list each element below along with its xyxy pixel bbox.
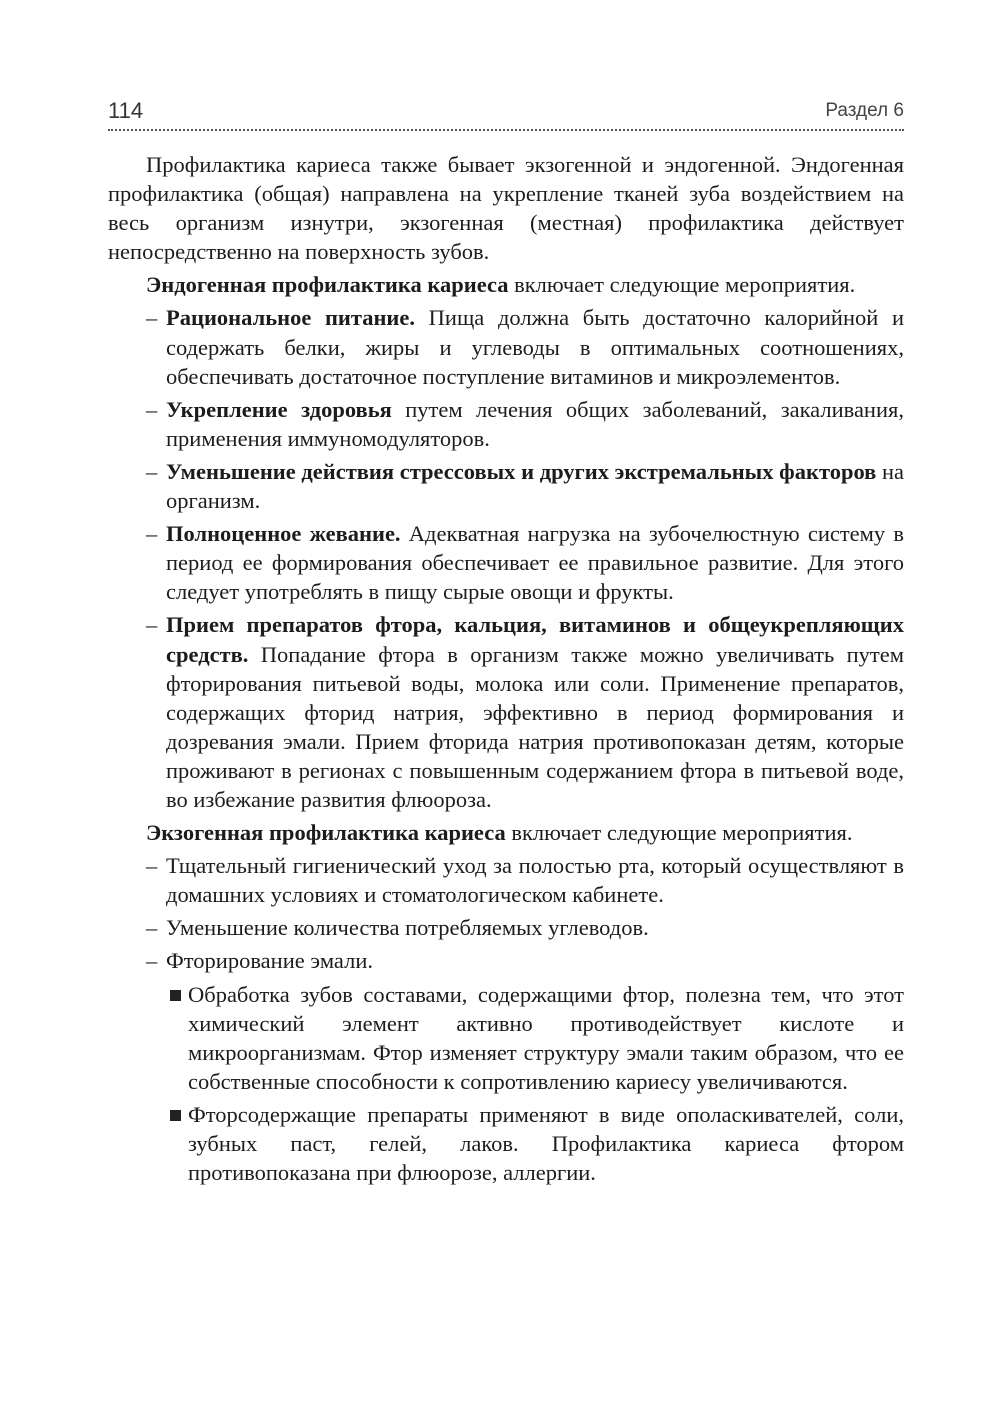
- square-bullet-icon: [170, 1110, 181, 1121]
- dash-marker: –: [146, 305, 158, 331]
- endogenous-item: [108, 457, 904, 515]
- item-text: Фторирование эмали.: [166, 948, 373, 974]
- endogenous-item: [108, 610, 904, 814]
- item-text: Тщательный гигиенический уход за полостью рта, который осуществляют в домашних условиях и стоматологическом кабинете.: [166, 853, 904, 908]
- dash-marker: –: [146, 853, 158, 879]
- subitem-text: Обработка зубов составами, содержащими фтор, полезна тем, что этот химический элемент активно противодействует кислоте и микроорганизмам. Фтор изменяет структуру эмали таким образом, что ее собственные способности к сопротивлению кариесу увеличиваются.: [188, 981, 904, 1094]
- endogenous-item: [108, 395, 904, 453]
- dotted-divider: [108, 129, 904, 131]
- dash-marker: –: [146, 915, 158, 941]
- item-bold: Прием препаратов фтора, кальция, витаминов и общеукрепляющих средств.: [166, 612, 904, 667]
- item-text: Пища должна быть достаточно калорийной и содержать белки, жиры и углеводы в оптимальных соотношениях, обеспечивать достаточное поступление витаминов и микроэлементов.: [166, 305, 904, 389]
- item-bold: Укрепление здоровья: [166, 396, 392, 422]
- section-title: Раздел 6: [825, 100, 904, 121]
- exogenous-subitem: [108, 980, 904, 1096]
- item-text: путем лечения общих заболеваний, закаливания, применения иммуномодуляторов.: [166, 396, 904, 451]
- dash-marker: –: [146, 521, 158, 547]
- page-body: [108, 150, 904, 1187]
- item-text: Уменьшение количества потребляемых углеводов.: [166, 915, 649, 941]
- subitem-text: Фторсодержащие препараты применяют в виде ополаскивателей, соли, зубных паст, гелей, лаков. Профилактика кариеса фтором противопоказана при флюорозе, аллергии.: [188, 1101, 904, 1186]
- item-bold: Рациональное питание.: [166, 305, 416, 331]
- endogenous-heading: Эндогенная профилактика кариеса: [146, 272, 509, 298]
- square-bullet-icon: [170, 990, 181, 1001]
- intro-paragraph: Профилактика кариеса также бывает экзогенной и эндогенной. Эндогенная профилактика (общая) направлена на укрепление тканей зуба воздействием на весь организм изнутри, экзогенная (местная) профилактика действует непосредственно на поверхность зубов.: [108, 152, 904, 265]
- dash-marker: –: [146, 948, 158, 974]
- item-bold: Полноценное жевание.: [166, 521, 401, 547]
- dash-marker: –: [146, 396, 158, 422]
- exogenous-lead: [108, 818, 904, 847]
- exogenous-lead-text: включает следующие мероприятия.: [505, 820, 853, 846]
- exogenous-subitem: [108, 1100, 904, 1187]
- running-header: [108, 96, 904, 132]
- item-bold: Уменьшение действия стрессовых и других экстремальных факторов: [166, 458, 877, 484]
- dash-marker: –: [146, 612, 158, 638]
- exogenous-item: [108, 851, 904, 909]
- item-text: Попадание фтора в организм также можно увеличивать путем фторирования питьевой воды, молока или соли. Применение препаратов, содержащих фторид натрия, эффективно в период формирования и дозревания эмали. Прием фторида натрия противопоказан детям, которые проживают в регионах с повышенным содержанием фтора в питьевой воде, во избежание развития флюороза.: [166, 641, 904, 812]
- exogenous-item: [108, 913, 904, 942]
- endogenous-item: [108, 303, 904, 390]
- endogenous-item: [108, 519, 904, 606]
- endogenous-lead-text: включает следующие мероприятия.: [508, 272, 856, 298]
- exogenous-item: [108, 946, 904, 975]
- item-text: на организм.: [166, 458, 904, 514]
- page-number: 114: [108, 98, 144, 123]
- endogenous-lead: [108, 270, 904, 299]
- item-text: Адекватная нагрузка на зубочелюстную систему в период ее формирования обеспечивает ее правильное развитие. Для этого следует употреблять в пищу сырые овощи и фрукты.: [166, 521, 904, 605]
- exogenous-heading: Экзогенная профилактика кариеса: [146, 820, 506, 846]
- dash-marker: –: [146, 458, 158, 484]
